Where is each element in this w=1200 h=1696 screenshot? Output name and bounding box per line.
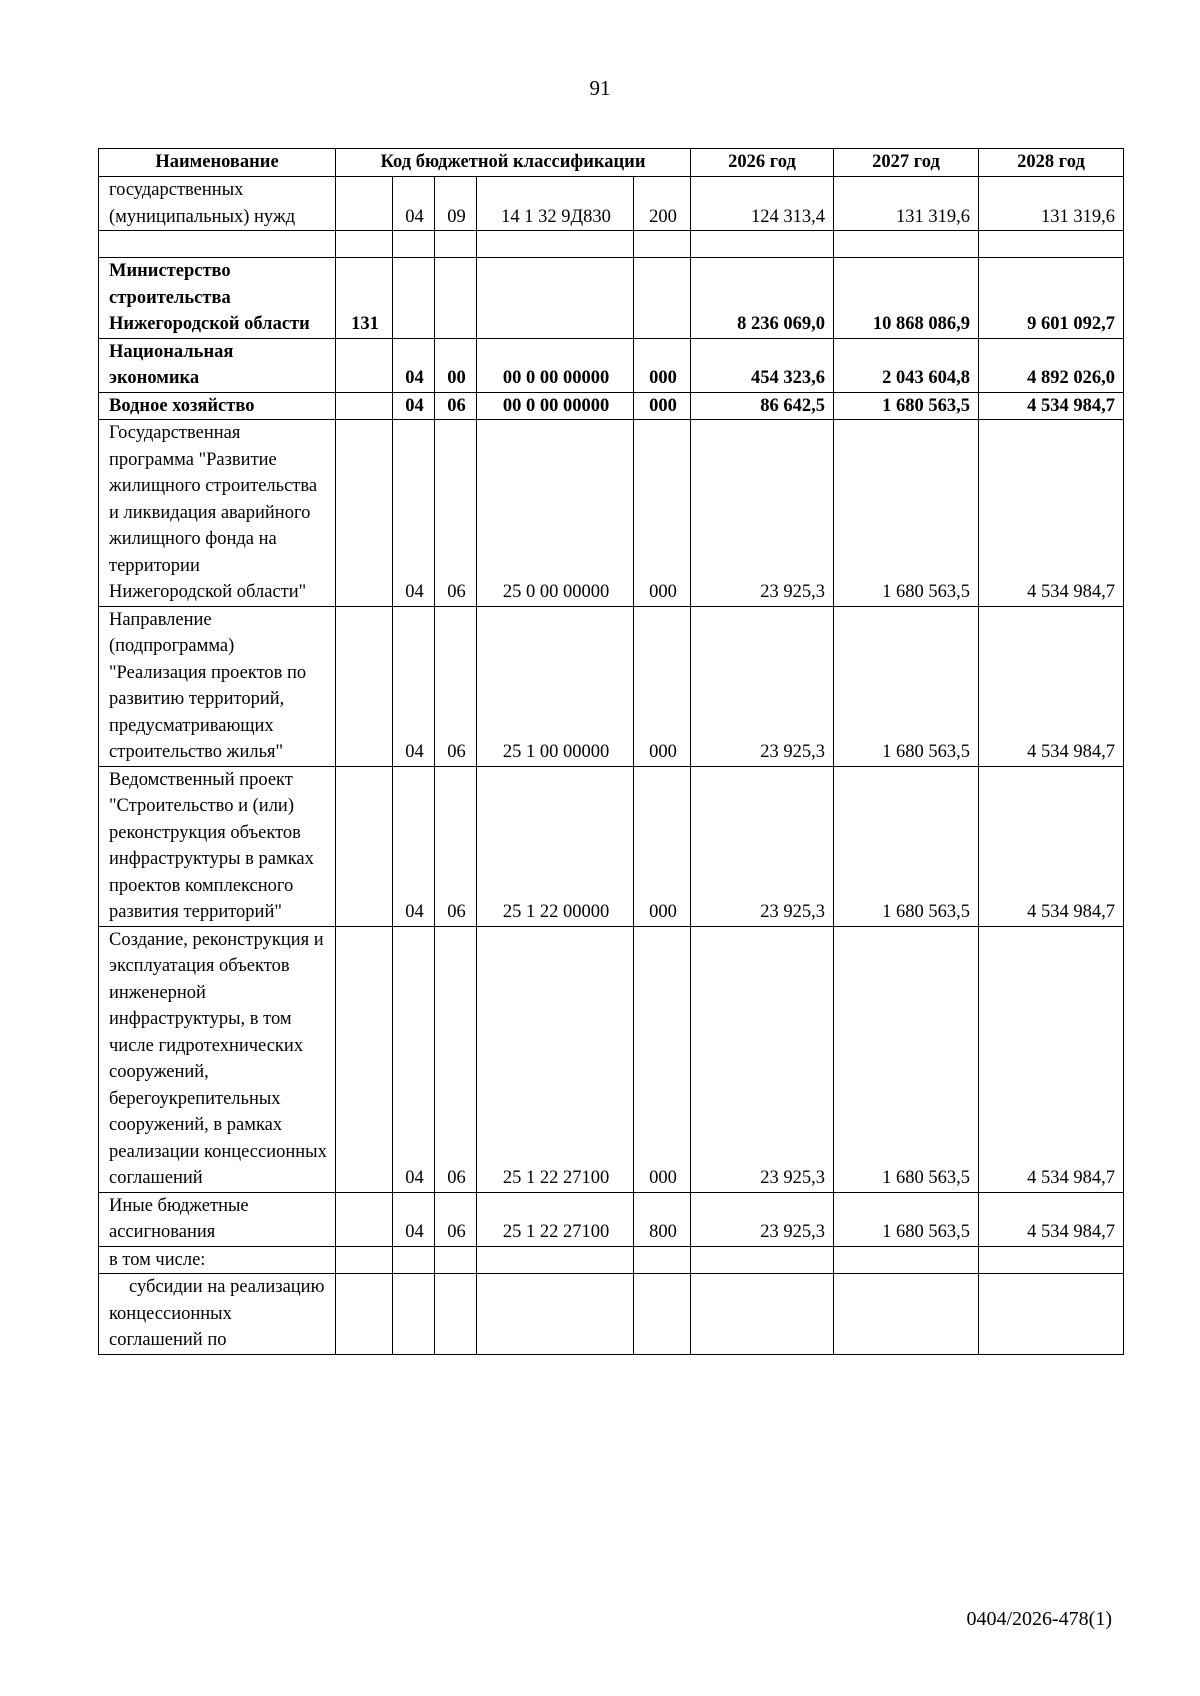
cell-admin-code xyxy=(336,177,393,231)
cell-section xyxy=(393,1246,435,1274)
cell-2027: 1 680 563,5 xyxy=(834,926,979,1192)
cell-2028 xyxy=(979,1274,1124,1355)
cell-name xyxy=(99,231,336,258)
cell-section xyxy=(393,1274,435,1355)
table-row xyxy=(99,258,1124,339)
cell-name: Создание, реконструкция и эксплуатация объектов инженерной инфраструктуры, в том числе гидротехнических сооружений, берегоукрепительных сооружений, в рамках реализации концессионных соглашений xyxy=(99,926,336,1192)
cell-name-text: субсидии на реализацию концессионных соглашений по xyxy=(109,1277,325,1350)
cell-subsection xyxy=(435,1274,477,1355)
cell-subsection: 06 xyxy=(435,926,477,1192)
cell-target-article: 25 1 22 27100 xyxy=(477,926,634,1192)
cell-2028: 4 534 984,7 xyxy=(979,392,1124,420)
cell-target-article: 00 0 00 00000 xyxy=(477,392,634,420)
cell-2027: 1 680 563,5 xyxy=(834,420,979,607)
cell-section: 04 xyxy=(393,1192,435,1246)
cell-subsection: 06 xyxy=(435,1192,477,1246)
cell-2027: 131 319,6 xyxy=(834,177,979,231)
cell-admin-code xyxy=(336,766,393,926)
cell-name: Ведомственный проект "Строительство и (или) реконструкция объектов инфраструктуры в рамках проектов комплексного развития территорий" xyxy=(99,766,336,926)
header-2026: 2026 год xyxy=(691,149,834,177)
cell-admin-code xyxy=(336,1246,393,1274)
cell-section: 04 xyxy=(393,606,435,766)
cell-section: 04 xyxy=(393,392,435,420)
cell-admin-code xyxy=(336,420,393,607)
cell-expense-type xyxy=(634,1274,691,1355)
cell-section: 04 xyxy=(393,177,435,231)
cell-name: Национальная экономика xyxy=(99,338,336,392)
cell-2028: 4 534 984,7 xyxy=(979,926,1124,1192)
cell-target-article xyxy=(477,1274,634,1355)
page-number: 91 xyxy=(589,76,611,100)
cell-section xyxy=(393,258,435,339)
cell-name: Иные бюджетные ассигнования xyxy=(99,1192,336,1246)
cell-subsection: 09 xyxy=(435,177,477,231)
cell-2027 xyxy=(834,231,979,258)
cell-subsection: 00 xyxy=(435,338,477,392)
cell-2026: 124 313,4 xyxy=(691,177,834,231)
cell-expense-type xyxy=(634,231,691,258)
cell-2026: 23 925,3 xyxy=(691,420,834,607)
cell-admin-code: 131 xyxy=(336,258,393,339)
cell-expense-type xyxy=(634,258,691,339)
cell-2026: 23 925,3 xyxy=(691,1192,834,1246)
header-name: Наименование xyxy=(99,149,336,177)
cell-target-article: 25 0 00 00000 xyxy=(477,420,634,607)
cell-2028: 4 892 026,0 xyxy=(979,338,1124,392)
cell-expense-type xyxy=(634,1246,691,1274)
table-row xyxy=(99,766,1124,926)
cell-admin-code xyxy=(336,606,393,766)
cell-2027: 2 043 604,8 xyxy=(834,338,979,392)
cell-2027 xyxy=(834,1246,979,1274)
cell-admin-code xyxy=(336,338,393,392)
cell-expense-type: 000 xyxy=(634,420,691,607)
cell-2026 xyxy=(691,1274,834,1355)
table-row xyxy=(99,177,1124,231)
cell-name: Водное хозяйство xyxy=(99,392,336,420)
cell-2026: 23 925,3 xyxy=(691,606,834,766)
cell-expense-type: 000 xyxy=(634,926,691,1192)
cell-name xyxy=(99,1274,336,1355)
header-row xyxy=(99,149,1124,177)
cell-section: 04 xyxy=(393,926,435,1192)
cell-2028: 4 534 984,7 xyxy=(979,766,1124,926)
cell-name: Государственная программа "Развитие жилищного строительства и ликвидация аварийного жилищного фонда на территории Нижегородской области" xyxy=(99,420,336,607)
cell-2027 xyxy=(834,1274,979,1355)
document-code: 0404/2026-478(1) xyxy=(966,1608,1112,1630)
header-code: Код бюджетной классификации xyxy=(336,149,691,177)
cell-2028 xyxy=(979,231,1124,258)
cell-section: 04 xyxy=(393,338,435,392)
table-row xyxy=(99,926,1124,1192)
cell-section: 04 xyxy=(393,420,435,607)
cell-target-article xyxy=(477,258,634,339)
cell-admin-code xyxy=(336,392,393,420)
cell-2026: 8 236 069,0 xyxy=(691,258,834,339)
table-row xyxy=(99,1192,1124,1246)
cell-2026: 23 925,3 xyxy=(691,926,834,1192)
cell-2026 xyxy=(691,1246,834,1274)
cell-target-article xyxy=(477,1246,634,1274)
cell-2027: 1 680 563,5 xyxy=(834,766,979,926)
cell-2027: 1 680 563,5 xyxy=(834,606,979,766)
cell-expense-type: 800 xyxy=(634,1192,691,1246)
cell-2028: 9 601 092,7 xyxy=(979,258,1124,339)
cell-subsection: 06 xyxy=(435,392,477,420)
cell-admin-code xyxy=(336,926,393,1192)
cell-admin-code xyxy=(336,1192,393,1246)
cell-2026 xyxy=(691,231,834,258)
cell-2026: 454 323,6 xyxy=(691,338,834,392)
table-row xyxy=(99,338,1124,392)
header-2027: 2027 год xyxy=(834,149,979,177)
cell-2028: 4 534 984,7 xyxy=(979,1192,1124,1246)
cell-expense-type: 000 xyxy=(634,338,691,392)
cell-target-article: 14 1 32 9Д830 xyxy=(477,177,634,231)
cell-expense-type: 000 xyxy=(634,766,691,926)
budget-table xyxy=(98,148,1124,1355)
header-2028: 2028 год xyxy=(979,149,1124,177)
cell-2028 xyxy=(979,1246,1124,1274)
table-row xyxy=(99,420,1124,607)
cell-target-article: 25 1 22 00000 xyxy=(477,766,634,926)
table-row xyxy=(99,1246,1124,1274)
cell-target-article: 25 1 00 00000 xyxy=(477,606,634,766)
cell-subsection: 06 xyxy=(435,606,477,766)
cell-2028: 4 534 984,7 xyxy=(979,420,1124,607)
cell-2026: 23 925,3 xyxy=(691,766,834,926)
table-row xyxy=(99,1274,1124,1355)
cell-section: 04 xyxy=(393,766,435,926)
cell-subsection: 06 xyxy=(435,420,477,607)
cell-target-article: 25 1 22 27100 xyxy=(477,1192,634,1246)
cell-name: в том числе: xyxy=(99,1246,336,1274)
cell-subsection xyxy=(435,258,477,339)
cell-name: Министерство строительства Нижегородской области xyxy=(99,258,336,339)
cell-subsection: 06 xyxy=(435,766,477,926)
cell-section xyxy=(393,231,435,258)
cell-2027: 1 680 563,5 xyxy=(834,392,979,420)
cell-admin-code xyxy=(336,231,393,258)
cell-2028: 4 534 984,7 xyxy=(979,606,1124,766)
cell-name: государственных (муниципальных) нужд xyxy=(99,177,336,231)
cell-subsection xyxy=(435,231,477,258)
cell-subsection xyxy=(435,1246,477,1274)
cell-admin-code xyxy=(336,1274,393,1355)
cell-2027: 1 680 563,5 xyxy=(834,1192,979,1246)
table-body xyxy=(99,177,1124,1355)
table-row xyxy=(99,392,1124,420)
cell-2026: 86 642,5 xyxy=(691,392,834,420)
cell-expense-type: 000 xyxy=(634,606,691,766)
table-row xyxy=(99,606,1124,766)
cell-target-article: 00 0 00 00000 xyxy=(477,338,634,392)
cell-expense-type: 200 xyxy=(634,177,691,231)
cell-2028: 131 319,6 xyxy=(979,177,1124,231)
cell-2027: 10 868 086,9 xyxy=(834,258,979,339)
cell-target-article xyxy=(477,231,634,258)
table-row xyxy=(99,231,1124,258)
cell-expense-type: 000 xyxy=(634,392,691,420)
cell-name: Направление (подпрограмма) "Реализация проектов по развитию территорий, предусматривающих строительство жилья" xyxy=(99,606,336,766)
